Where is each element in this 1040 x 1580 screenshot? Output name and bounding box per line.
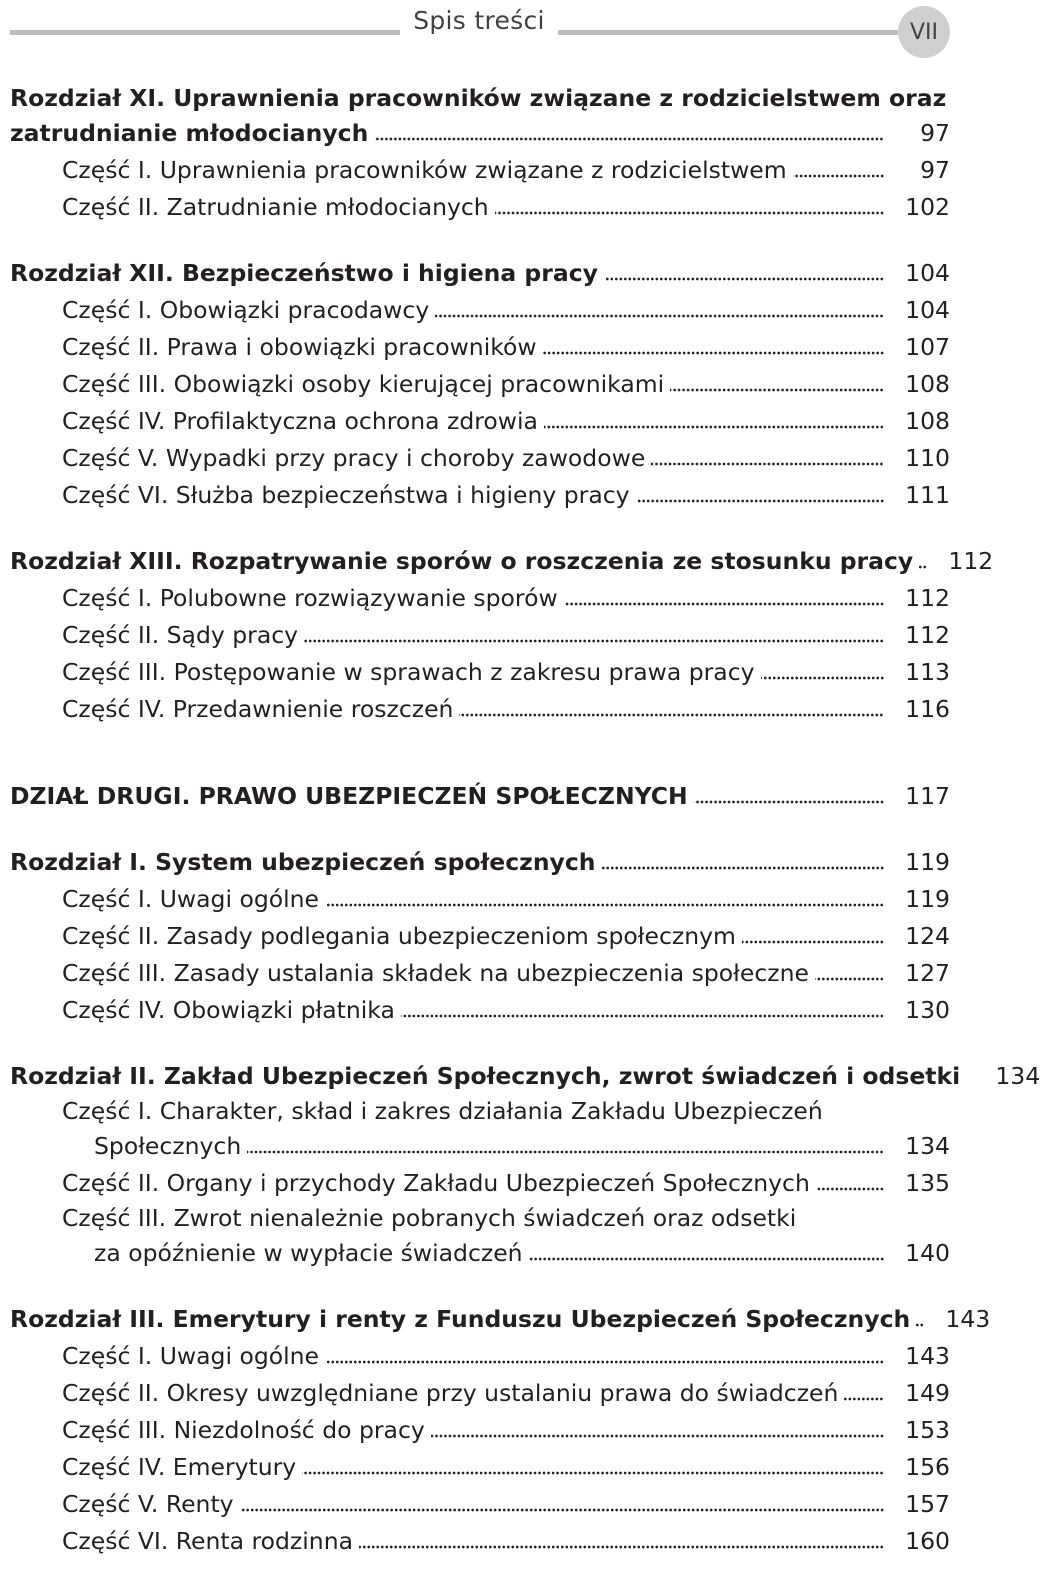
chapter-title: Rozdział XI. Uprawnienia pracowników związane z rodzicielstwem oraz: [10, 84, 947, 112]
dot-leader: [359, 1543, 884, 1551]
dot-leader: [495, 209, 884, 217]
dot-leader: [636, 497, 884, 505]
toc-section-dzial-drugi: [10, 778, 950, 815]
part-title-cont: Społecznych: [94, 1132, 242, 1160]
page-ref: 127: [905, 959, 950, 987]
page-ref: 108: [905, 370, 950, 398]
part-title: Część VI. Służba bezpieczeństwa i higieny pracy: [62, 481, 630, 509]
toc-part: [10, 329, 950, 366]
dot-leader: [435, 312, 884, 320]
page-ref: 97: [920, 119, 950, 147]
part-title: Część III. Obowiązki osoby kierującej pracownikami: [62, 370, 665, 398]
toc-part: [10, 477, 950, 514]
part-title-cont: za opóźnienie w wypłacie świadczeń: [94, 1239, 523, 1267]
part-title: Część I. Obowiązki pracodawcy: [62, 296, 430, 324]
page-ref: 134: [995, 1062, 1040, 1090]
part-title: Część IV. Przedawnienie roszczeń: [62, 695, 454, 723]
page-ref: 104: [905, 296, 950, 324]
chapter-title: Rozdział II. Zakład Ubezpieczeń Społecznych, zwrot świadczeń i odsetki: [10, 1062, 961, 1090]
toc-part: [10, 955, 950, 992]
part-title: Część V. Renty: [62, 1490, 234, 1518]
page-ref: 110: [905, 444, 950, 472]
page-ref: 116: [905, 695, 950, 723]
part-title: Część I. Uwagi ogólne: [62, 1342, 319, 1370]
dot-leader: [919, 563, 927, 571]
dot-leader: [916, 1321, 924, 1329]
part-title: Część V. Wypadki przy pracy i choroby zawodowe: [62, 444, 646, 472]
page-ref: 130: [905, 996, 950, 1024]
page-ref: 143: [905, 1342, 950, 1370]
chapter-title: Rozdział III. Emerytury i renty z Funduszu Ubezpieczeń Społecznych: [10, 1305, 911, 1333]
toc-part: [10, 366, 950, 403]
page-ref: 119: [905, 848, 950, 876]
part-title: Część III. Zasady ustalania składek na ubezpieczenia społeczne: [62, 959, 809, 987]
toc-chapter-ii: [10, 1058, 1040, 1095]
toc-part: [10, 881, 950, 918]
toc-chapter-i: [10, 844, 950, 881]
dot-leader: [543, 349, 884, 357]
page-ref: 117: [905, 782, 950, 810]
toc-part: [10, 1412, 950, 1449]
page-ref: 97: [920, 156, 950, 184]
page-ref: 156: [905, 1453, 950, 1481]
toc-part: [10, 1375, 950, 1412]
page-ref: 107: [905, 333, 950, 361]
page-ref: 149: [905, 1379, 950, 1407]
part-title: Część III. Postępowanie w sprawach z zakresu prawa pracy: [62, 658, 755, 686]
page-ref: 124: [905, 922, 950, 950]
toc-chapter-xiii: [10, 543, 994, 580]
part-title: Część I. Uprawnienia pracowników związane z rodzicielstwem: [62, 156, 787, 184]
page-ref: 157: [905, 1490, 950, 1518]
page-ref: 112: [905, 584, 950, 612]
part-title: Część IV. Profilaktyczna ochrona zdrowia: [62, 407, 538, 435]
chapter-title: Rozdział XIII. Rozpatrywanie sporów o roszczenia ze stosunku pracy: [10, 547, 914, 575]
dot-leader: [325, 1358, 884, 1366]
part-title: Część VI. Renta rodzinna: [62, 1527, 353, 1555]
dot-leader: [544, 423, 884, 431]
page-ref: 112: [948, 547, 994, 575]
toc-part: [10, 1095, 950, 1165]
part-title: Część II. Prawa i obowiązki pracowników: [62, 333, 537, 361]
part-title: Część I. Charakter, skład i zakres działania Zakładu Ubezpieczeń: [62, 1097, 823, 1125]
toc-chapter-iii: [10, 1301, 991, 1338]
part-title: Część II. Zasady podlegania ubezpieczeniom społecznym: [62, 922, 736, 950]
part-title: Część IV. Obowiązki płatnika: [62, 996, 395, 1024]
dot-leader: [670, 386, 884, 394]
dot-leader: [816, 1185, 884, 1193]
page-number-badge: VII: [898, 6, 950, 58]
toc-chapter-xi: [10, 82, 950, 152]
page-ref: 140: [905, 1239, 950, 1267]
dot-leader: [761, 674, 884, 682]
page-ref: 113: [905, 658, 950, 686]
dot-leader: [302, 1469, 884, 1477]
page-ref: 134: [905, 1132, 950, 1160]
dot-leader: [651, 460, 884, 468]
toc-part: [10, 440, 950, 477]
section-title: DZIAŁ DRUGI. PRAWO UBEZPIECZEŃ SPOŁECZNYCH: [10, 782, 688, 810]
dot-leader: [742, 938, 884, 946]
dot-leader: [431, 1432, 884, 1440]
page-ref: 112: [905, 621, 950, 649]
dot-leader: [815, 975, 884, 983]
toc-part: [10, 1449, 950, 1486]
toc-part: [10, 1486, 950, 1523]
dot-leader: [325, 901, 884, 909]
toc-part: [10, 654, 950, 691]
toc-part: [10, 1338, 950, 1375]
dot-leader: [529, 1255, 884, 1263]
toc-part: [10, 403, 950, 440]
table-of-contents: [10, 82, 1040, 1560]
header-title: Spis treści: [413, 6, 545, 35]
part-title: Część I. Uwagi ogólne: [62, 885, 319, 913]
dot-leader: [602, 864, 884, 872]
toc-part: [10, 617, 950, 654]
dot-leader: [793, 172, 884, 180]
dot-leader: [401, 1012, 884, 1020]
page-ref: 111: [905, 481, 950, 509]
dot-leader: [374, 135, 884, 143]
dot-leader: [247, 1148, 884, 1156]
toc-part: [10, 992, 950, 1029]
toc-part: [10, 189, 950, 226]
dot-leader: [564, 600, 884, 608]
chapter-title: Rozdział XII. Bezpieczeństwo i higiena pracy: [10, 259, 598, 287]
toc-part: [10, 691, 950, 728]
part-title: Część II. Okresy uwzględniane przy ustalaniu prawa do świadczeń: [62, 1379, 839, 1407]
part-title: Część II. Organy i przychody Zakładu Ubezpieczeń Społecznych: [62, 1169, 810, 1197]
chapter-title: Rozdział I. System ubezpieczeń społecznych: [10, 848, 596, 876]
page-ref: 119: [905, 885, 950, 913]
part-title: Część III. Niezdolność do pracy: [62, 1416, 425, 1444]
header-rule-right: [558, 30, 898, 35]
toc-part: [10, 1523, 950, 1560]
page-ref: 104: [905, 259, 950, 287]
toc-chapter-xii: [10, 255, 950, 292]
dot-leader: [304, 637, 884, 645]
part-title: Część I. Polubowne rozwiązywanie sporów: [62, 584, 558, 612]
toc-part: [10, 580, 950, 617]
header-rule-left: [10, 30, 400, 35]
chapter-title-cont: zatrudnianie młodocianych: [10, 119, 369, 147]
dot-leader: [459, 711, 884, 719]
part-title: Część IV. Emerytury: [62, 1453, 297, 1481]
toc-part: [10, 1165, 950, 1202]
dot-leader: [604, 275, 884, 283]
page-ref: 102: [905, 193, 950, 221]
page-header: [0, 0, 960, 70]
page-ref: 135: [905, 1169, 950, 1197]
part-title: Część II. Sądy pracy: [62, 621, 299, 649]
part-title: Część III. Zwrot nienależnie pobranych świadczeń oraz odsetki: [62, 1204, 797, 1232]
page-ref: 153: [905, 1416, 950, 1444]
toc-part: [10, 918, 950, 955]
toc-part: [10, 152, 950, 189]
page-ref: 143: [945, 1305, 991, 1333]
part-title: Część II. Zatrudnianie młodocianych: [62, 193, 489, 221]
toc-part: [10, 1202, 950, 1272]
dot-leader: [240, 1506, 884, 1514]
toc-part: [10, 292, 950, 329]
dot-leader: [694, 798, 884, 806]
page-ref: 160: [905, 1527, 950, 1555]
page-ref: 108: [905, 407, 950, 435]
dot-leader: [844, 1395, 884, 1403]
